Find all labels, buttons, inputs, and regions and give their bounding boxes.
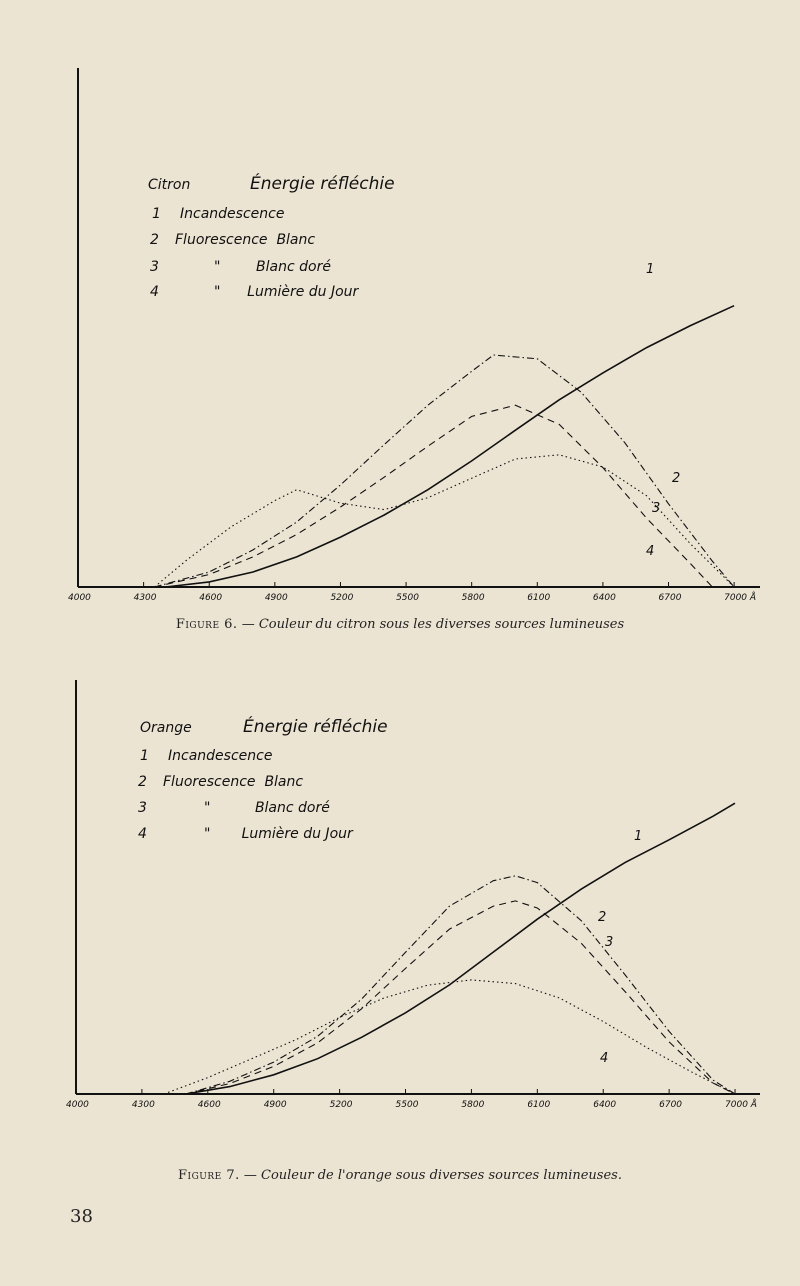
- figure-7-caption: [0, 1168, 800, 1183]
- figure-6-legend-num-4: 4: [150, 284, 159, 300]
- figure-7-curves: [164, 803, 735, 1094]
- figure-7-x-tick-label: 6100: [527, 1100, 551, 1110]
- figure-7-x-tick-label: 7000 Å: [725, 1100, 757, 1110]
- figure-7-curve-label-2: 2: [598, 910, 607, 925]
- figure-7-legend: [138, 715, 388, 842]
- figure-6-x-tick-label: 6100: [527, 593, 551, 603]
- figure-6-chart: [0, 50, 800, 620]
- figure-7-legend-text-1: Incandescence: [168, 748, 273, 764]
- figure-6-x-tick-label: 7000 Å: [724, 593, 757, 603]
- figure-7-x-tick-label: 4600: [197, 1100, 221, 1110]
- page-number: 38: [70, 1206, 93, 1227]
- figure-7-x-tick-label: 4300: [131, 1100, 155, 1110]
- figure-7-caption-text: — Couleur de l'orange sous diverses sources lumineuses.: [243, 1168, 622, 1183]
- figure-7-curve-label-4: 4: [600, 1051, 609, 1066]
- figure-6-legend-num-1: 1: [152, 206, 161, 222]
- figure-6-curve-labels: [646, 262, 680, 559]
- figure-7-chart: [0, 660, 800, 1160]
- figure-7-x-tick-label: 5200: [329, 1100, 353, 1110]
- figure-6-legend-subject: Citron: [148, 177, 191, 193]
- figure-7-x-tick-label: 5500: [395, 1100, 419, 1110]
- figure-6-caption: [0, 617, 800, 632]
- figure-7-x-tick-label: 4900: [263, 1100, 287, 1110]
- figure-6-x-tick-label: 4000: [68, 593, 91, 603]
- figure-7-x-tick-label: 5800: [461, 1100, 485, 1110]
- figure-6-legend: [148, 172, 395, 300]
- figure-7-legend-num-4: 4: [138, 826, 147, 842]
- figure-6-caption-text: — Couleur du citron sous les diverses sources lumineuses: [241, 617, 625, 632]
- figure-6-caption-label: Figure 6.: [175, 617, 238, 632]
- figure-7-legend-text-3: " Blanc doré: [204, 800, 330, 816]
- figure-6-x-tick-label: 4600: [199, 593, 223, 603]
- figure-6-x-tick-label: 5200: [330, 593, 354, 603]
- figure-6-x-tick-label: 4900: [264, 593, 288, 603]
- figure-6-series-4-line: [155, 455, 735, 587]
- figure-7-x-tick-label: 6700: [659, 1100, 683, 1110]
- figure-6-curve-label-4: 4: [646, 544, 655, 559]
- figure-6-legend-text-3: " Blanc doré: [214, 259, 331, 275]
- figure-6-legend-num-3: 3: [150, 259, 159, 275]
- figure-7-caption-label: Figure 7.: [178, 1168, 240, 1183]
- figure-6-legend-num-2: 2: [150, 232, 159, 248]
- figure-6-series-2-line: [155, 405, 713, 587]
- figure-7-x-tick-label: 4000: [66, 1100, 89, 1110]
- figure-6-axes: [68, 68, 760, 603]
- figure-7-x-tick-label: 6400: [593, 1100, 617, 1110]
- figure-6-x-tick-label: 5500: [396, 593, 419, 603]
- figure-6-legend-text-4: " Lumière du Jour: [214, 284, 359, 300]
- figure-7-legend-num-2: 2: [138, 774, 147, 790]
- figure-6-x-tick-label: 5800: [461, 593, 485, 603]
- figure-7-legend-text-4: " Lumière du Jour: [204, 826, 353, 842]
- figure-7-axes: [66, 680, 760, 1110]
- figure-6-x-tick-label: 6400: [592, 593, 616, 603]
- figure-7-legend-heading: Énergie réfléchie: [243, 717, 388, 737]
- figure-7-legend-subject: Orange: [140, 720, 192, 736]
- figure-7-legend-text-2: Fluorescence Blanc: [163, 774, 304, 790]
- figure-6-curve-label-1: 1: [646, 262, 655, 277]
- figure-7-curve-label-1: 1: [634, 829, 643, 844]
- figure-7-curve-label-3: 3: [605, 935, 614, 950]
- figure-6-legend-text-2: Fluorescence Blanc: [175, 232, 316, 248]
- figure-7-series-3-line: [186, 876, 735, 1094]
- figure-6-x-tick-label: 6700: [658, 593, 682, 603]
- figure-6-legend-heading: Énergie réfléchie: [250, 174, 395, 194]
- figure-7-legend-num-3: 3: [138, 800, 147, 816]
- figure-6-legend-text-1: Incandescence: [180, 206, 285, 222]
- figure-7-series-4-line: [164, 980, 735, 1094]
- figure-6-curve-label-3: 3: [652, 501, 661, 516]
- figure-7-legend-num-1: 1: [140, 748, 149, 764]
- figure-6-x-tick-label: 4300: [133, 593, 157, 603]
- figure-6-curve-label-2: 2: [672, 471, 681, 486]
